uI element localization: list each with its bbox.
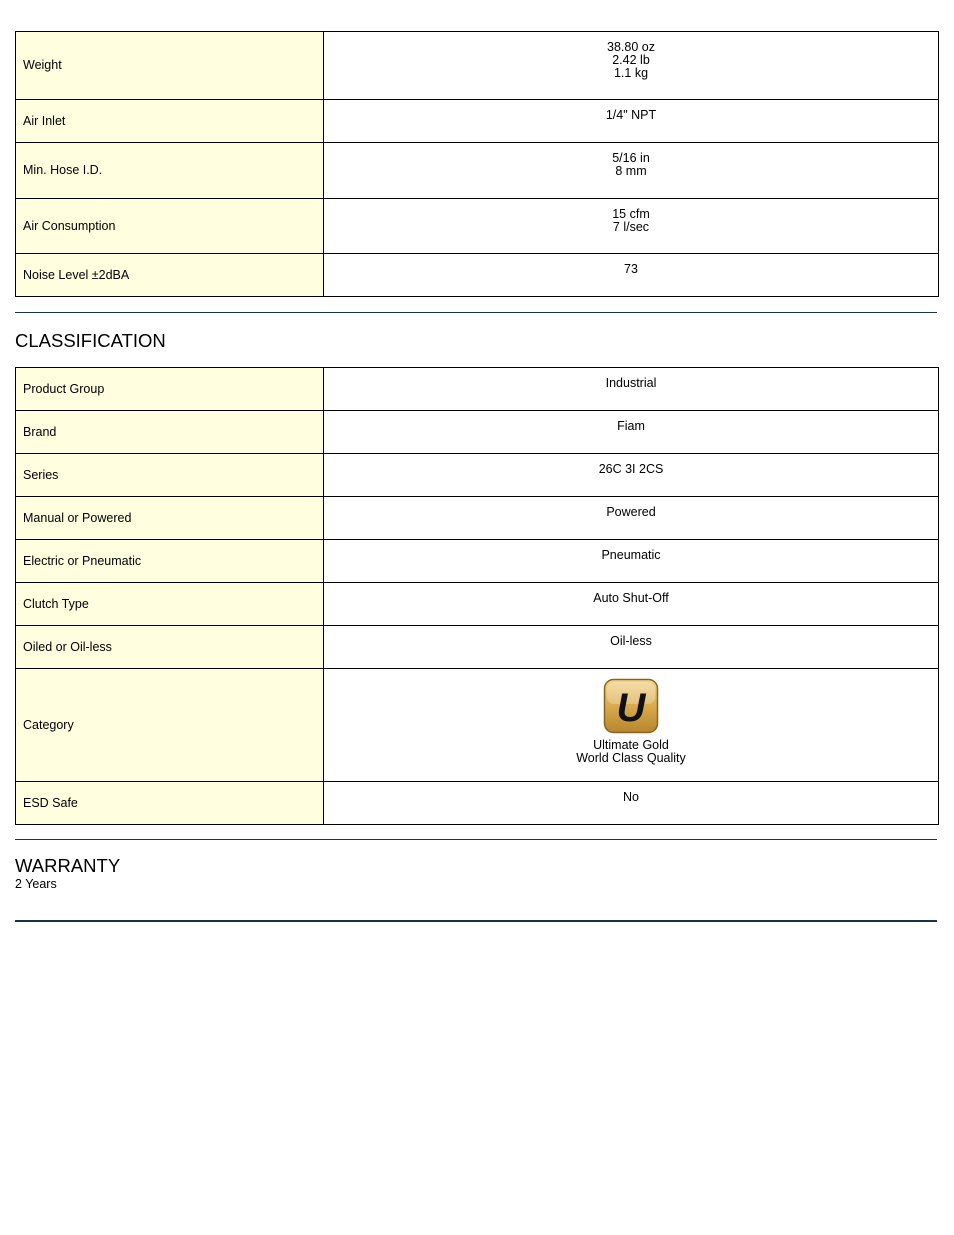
value-line: Ultimate Gold	[593, 738, 669, 752]
row-value	[324, 583, 939, 626]
row-value	[324, 199, 939, 254]
value-line: Auto Shut-Off	[593, 591, 669, 605]
table-row	[16, 782, 939, 825]
value-line: 1.1 kg	[613, 66, 649, 80]
table-row	[16, 368, 939, 411]
value-line: 26C 3I 2CS	[598, 462, 664, 476]
specifications-table	[15, 31, 939, 297]
table-row	[16, 411, 939, 454]
value-line: Fiam	[617, 419, 645, 433]
row-value	[324, 540, 939, 583]
value-line: Oil-less	[610, 634, 652, 648]
value-line: World Class Quality	[576, 751, 686, 765]
table-row	[16, 254, 939, 297]
table-row	[16, 100, 939, 143]
value-line: 73	[624, 262, 638, 276]
value-line: Pneumatic	[601, 548, 661, 562]
row-label: Oiled or Oil-less	[16, 626, 324, 669]
value-line: Powered	[606, 505, 656, 519]
row-value	[324, 32, 939, 100]
row-label: Manual or Powered	[16, 497, 324, 540]
table-row	[16, 32, 939, 100]
row-value	[324, 782, 939, 825]
row-value	[324, 669, 939, 782]
row-value	[324, 411, 939, 454]
row-label: Min. Hose I.D.	[16, 143, 324, 199]
warranty-title: WARRANTY	[15, 855, 121, 876]
row-label: Weight	[16, 32, 324, 100]
table-row	[16, 669, 939, 782]
spec-sheet	[15, 31, 939, 922]
table-row	[16, 497, 939, 540]
row-label: Air Consumption	[16, 199, 324, 254]
row-value	[324, 100, 939, 143]
row-value	[324, 626, 939, 669]
row-value	[324, 254, 939, 297]
row-label: Air Inlet	[16, 100, 324, 143]
row-value	[324, 454, 939, 497]
value-line: 1/4" NPT	[605, 108, 657, 122]
table-row	[16, 454, 939, 497]
value-line: 7 l/sec	[612, 220, 650, 234]
table-row	[16, 626, 939, 669]
row-label: ESD Safe	[16, 782, 324, 825]
table-row	[16, 199, 939, 254]
value-line: No	[623, 790, 639, 804]
value-line: 15 cfm	[612, 207, 650, 221]
row-label: Electric or Pneumatic	[16, 540, 324, 583]
value-line: Industrial	[605, 376, 657, 390]
table-row	[16, 583, 939, 626]
row-value	[324, 368, 939, 411]
value-line: 5/16 in	[612, 151, 650, 165]
row-label: Category	[16, 669, 324, 782]
row-value	[324, 497, 939, 540]
value-line: 2.42 lb	[612, 53, 650, 67]
row-label: Noise Level ±2dBA	[16, 254, 324, 297]
value-line: 38.80 oz	[607, 40, 655, 54]
classification-title: CLASSIFICATION	[15, 330, 166, 351]
row-label: Product Group	[16, 368, 324, 411]
table-row	[16, 540, 939, 583]
table-row	[16, 143, 939, 199]
classification-table	[15, 367, 939, 825]
value-line: 8 mm	[615, 164, 647, 178]
row-label: Clutch Type	[16, 583, 324, 626]
warranty-value: 2 Years	[15, 877, 57, 891]
badge-letter: U	[616, 686, 646, 730]
row-label: Series	[16, 454, 324, 497]
ultimate-gold-badge-icon	[603, 678, 659, 734]
row-value	[324, 143, 939, 199]
footer-divider	[15, 920, 937, 922]
row-label: Brand	[16, 411, 324, 454]
